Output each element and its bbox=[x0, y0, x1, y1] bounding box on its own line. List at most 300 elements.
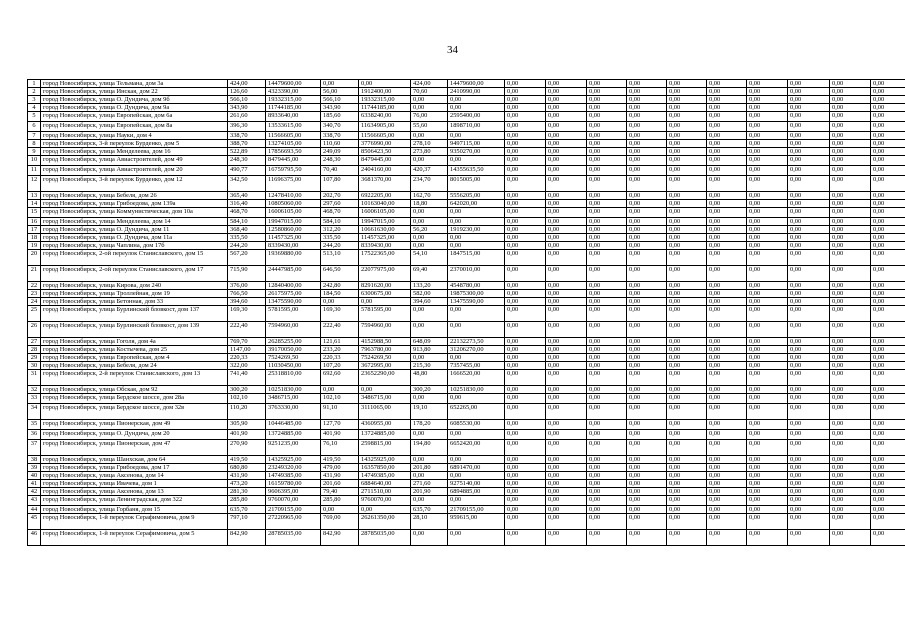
table-row bbox=[28, 394, 905, 404]
value-cell: 19332315,00 bbox=[266, 96, 321, 104]
value-cell: 766,50 bbox=[228, 290, 266, 298]
value-cell: 1898710,00 bbox=[448, 122, 505, 132]
value-cell: 0,00 bbox=[627, 464, 667, 472]
value-cell: 0,00 bbox=[627, 480, 667, 488]
value-cell: 0,00 bbox=[411, 208, 448, 218]
value-cell: 0,00 bbox=[830, 394, 871, 404]
value-cell: 0,00 bbox=[448, 218, 505, 226]
address-cell: город Новосибирск, улица Коммунистическая, дом 10а bbox=[41, 208, 228, 218]
value-cell: 107,80 bbox=[321, 176, 359, 192]
value-cell: 0,00 bbox=[788, 338, 830, 346]
row-number-cell: 20 bbox=[28, 250, 41, 266]
value-cell: 0,00 bbox=[707, 140, 747, 148]
value-cell: 0,00 bbox=[871, 148, 905, 156]
row-number-cell: 19 bbox=[28, 242, 41, 250]
value-cell: 0,00 bbox=[546, 96, 587, 104]
value-cell: 0,00 bbox=[587, 242, 627, 250]
value-cell: 0,00 bbox=[707, 226, 747, 234]
table-row bbox=[28, 322, 905, 338]
value-cell: 16357850,00 bbox=[359, 464, 411, 472]
value-cell: 0,00 bbox=[546, 166, 587, 176]
value-cell: 201,60 bbox=[321, 480, 359, 488]
value-cell: 13724885,00 bbox=[266, 430, 321, 440]
value-cell: 0,00 bbox=[871, 266, 905, 282]
value-cell: 0,00 bbox=[505, 338, 546, 346]
value-cell: 2404160,00 bbox=[359, 166, 411, 176]
value-cell: 842,90 bbox=[228, 530, 266, 546]
row-number-cell: 12 bbox=[28, 176, 41, 192]
value-cell: 0,00 bbox=[871, 218, 905, 226]
value-cell: 0,00 bbox=[707, 338, 747, 346]
value-cell: 0,00 bbox=[788, 440, 830, 456]
value-cell: 0,00 bbox=[788, 192, 830, 200]
value-cell: 0,00 bbox=[505, 404, 546, 420]
value-cell: 0,00 bbox=[707, 386, 747, 394]
value-cell: 0,00 bbox=[871, 208, 905, 218]
value-cell: 0,00 bbox=[627, 176, 667, 192]
address-cell: город Новосибирск, улица О. Дундича, дом 11 bbox=[41, 226, 228, 234]
value-cell: 0,00 bbox=[505, 530, 546, 546]
value-cell: 6338240,00 bbox=[359, 112, 411, 122]
value-cell: 0,00 bbox=[587, 456, 627, 464]
value-cell: 913,80 bbox=[411, 346, 448, 354]
value-cell: 3486715,00 bbox=[266, 394, 321, 404]
value-cell: 0,00 bbox=[871, 430, 905, 440]
value-cell: 16159780,00 bbox=[266, 480, 321, 488]
value-cell: 959615,00 bbox=[448, 514, 505, 530]
value-cell: 0,00 bbox=[707, 148, 747, 156]
row-number-cell: 45 bbox=[28, 514, 41, 530]
value-cell: 0,00 bbox=[830, 88, 871, 96]
value-cell: 0,00 bbox=[667, 290, 707, 298]
address-cell: город Новосибирск, 3-й переулок Бурденко, дом 12 bbox=[41, 176, 228, 192]
value-cell: 0,00 bbox=[505, 226, 546, 234]
value-cell: 635,70 bbox=[411, 506, 448, 514]
value-cell: 0,00 bbox=[505, 140, 546, 148]
value-cell: 215,30 bbox=[411, 362, 448, 370]
value-cell: 26285255,00 bbox=[266, 338, 321, 346]
table-row bbox=[28, 362, 905, 370]
value-cell: 0,00 bbox=[546, 282, 587, 290]
value-cell: 0,00 bbox=[747, 234, 788, 242]
value-cell: 0,00 bbox=[830, 132, 871, 140]
value-cell: 0,00 bbox=[667, 386, 707, 394]
value-cell: 0,00 bbox=[707, 156, 747, 166]
value-cell: 0,00 bbox=[546, 306, 587, 322]
value-cell: 0,00 bbox=[667, 464, 707, 472]
value-cell: 0,00 bbox=[830, 440, 871, 456]
value-cell: 0,00 bbox=[747, 226, 788, 234]
value-cell: 10446485,00 bbox=[266, 420, 321, 430]
value-cell: 0,00 bbox=[587, 282, 627, 290]
value-cell: 0,00 bbox=[747, 404, 788, 420]
value-cell: 0,00 bbox=[707, 306, 747, 322]
value-cell: 19947015,00 bbox=[359, 218, 411, 226]
value-cell: 0,00 bbox=[667, 112, 707, 122]
value-cell: 3672995,00 bbox=[359, 362, 411, 370]
value-cell: 25318810,00 bbox=[266, 370, 321, 386]
value-cell: 0,00 bbox=[505, 346, 546, 354]
value-cell: 0,00 bbox=[587, 192, 627, 200]
value-cell: 0,00 bbox=[830, 176, 871, 192]
value-cell: 3763330,00 bbox=[266, 404, 321, 420]
table-row bbox=[28, 80, 905, 88]
value-cell: 0,00 bbox=[707, 354, 747, 362]
value-cell: 0,00 bbox=[546, 140, 587, 148]
table-row bbox=[28, 480, 905, 488]
value-cell: 338,70 bbox=[228, 132, 266, 140]
value-cell: 0,00 bbox=[546, 430, 587, 440]
value-cell: 0,00 bbox=[871, 234, 905, 242]
value-cell: 312,20 bbox=[321, 226, 359, 234]
row-number-cell: 39 bbox=[28, 464, 41, 472]
value-cell: 0,00 bbox=[788, 506, 830, 514]
value-cell: 0,00 bbox=[627, 530, 667, 546]
value-cell: 0,00 bbox=[788, 298, 830, 306]
value-cell: 0,00 bbox=[546, 420, 587, 430]
value-cell: 0,00 bbox=[587, 104, 627, 112]
value-cell: 8479445,00 bbox=[266, 156, 321, 166]
value-cell: 233,20 bbox=[321, 346, 359, 354]
value-cell: 19332315,00 bbox=[359, 96, 411, 104]
value-cell: 0,00 bbox=[667, 226, 707, 234]
address-cell: город Новосибирск, улица Менделеева, дом 16 bbox=[41, 148, 228, 156]
value-cell: 0,00 bbox=[667, 266, 707, 282]
value-cell: 9760070,00 bbox=[266, 496, 321, 506]
value-cell: 244,20 bbox=[321, 242, 359, 250]
value-cell: 0,00 bbox=[587, 362, 627, 370]
value-cell: 0,00 bbox=[546, 496, 587, 506]
value-cell: 0,00 bbox=[830, 496, 871, 506]
value-cell: 0,00 bbox=[448, 96, 505, 104]
value-cell: 0,00 bbox=[707, 480, 747, 488]
value-cell: 285,80 bbox=[228, 496, 266, 506]
value-cell: 0,00 bbox=[788, 464, 830, 472]
value-cell: 0,00 bbox=[667, 104, 707, 112]
value-cell: 0,00 bbox=[747, 496, 788, 506]
value-cell: 110,60 bbox=[321, 140, 359, 148]
value-cell: 338,70 bbox=[321, 132, 359, 140]
table-row bbox=[28, 96, 905, 104]
address-cell: город Новосибирск, улица О. Дундича, дом 11а bbox=[41, 234, 228, 242]
value-cell: 0,00 bbox=[747, 440, 788, 456]
row-number-cell: 18 bbox=[28, 234, 41, 242]
value-cell: 0,00 bbox=[707, 420, 747, 430]
value-cell: 0,00 bbox=[587, 166, 627, 176]
value-cell: 0,00 bbox=[411, 530, 448, 546]
address-cell: город Новосибирск, улица Инская, дом 22 bbox=[41, 88, 228, 96]
value-cell: 0,00 bbox=[707, 200, 747, 208]
value-cell: 0,00 bbox=[747, 370, 788, 386]
row-number-cell: 24 bbox=[28, 298, 41, 306]
value-cell: 0,00 bbox=[627, 140, 667, 148]
value-cell: 0,00 bbox=[505, 200, 546, 208]
value-cell: 0,00 bbox=[627, 430, 667, 440]
value-cell: 584,10 bbox=[228, 218, 266, 226]
value-cell: 0,00 bbox=[788, 480, 830, 488]
value-cell: 0,00 bbox=[871, 306, 905, 322]
value-cell: 0,00 bbox=[505, 488, 546, 496]
value-cell: 0,00 bbox=[627, 338, 667, 346]
value-cell: 0,00 bbox=[667, 530, 707, 546]
value-cell: 194,80 bbox=[411, 440, 448, 456]
value-cell: 4152988,50 bbox=[359, 338, 411, 346]
value-cell: 0,00 bbox=[627, 200, 667, 208]
value-cell: 13274105,00 bbox=[266, 140, 321, 148]
value-cell: 26261350,00 bbox=[359, 514, 411, 530]
table-row bbox=[28, 464, 905, 472]
value-cell: 0,00 bbox=[627, 306, 667, 322]
value-cell: 0,00 bbox=[747, 464, 788, 472]
row-number-cell: 6 bbox=[28, 122, 41, 132]
value-cell: 0,00 bbox=[747, 266, 788, 282]
table-row bbox=[28, 166, 905, 176]
table-row bbox=[28, 148, 905, 156]
value-cell: 0,00 bbox=[546, 464, 587, 472]
value-cell: 0,00 bbox=[707, 456, 747, 464]
value-cell: 0,00 bbox=[546, 346, 587, 354]
value-cell: 0,00 bbox=[707, 112, 747, 122]
value-cell: 48,80 bbox=[411, 370, 448, 386]
value-cell: 0,00 bbox=[747, 530, 788, 546]
value-cell: 419,50 bbox=[228, 456, 266, 464]
value-cell: 244,20 bbox=[228, 242, 266, 250]
value-cell: 297,60 bbox=[321, 200, 359, 208]
value-cell: 0,00 bbox=[411, 218, 448, 226]
value-cell: 0,00 bbox=[747, 472, 788, 480]
value-cell: 133,20 bbox=[411, 282, 448, 290]
value-cell: 12840400,00 bbox=[266, 282, 321, 290]
value-cell: 0,00 bbox=[871, 338, 905, 346]
table-row bbox=[28, 370, 905, 386]
value-cell: 0,00 bbox=[546, 386, 587, 394]
value-cell: 0,00 bbox=[505, 472, 546, 480]
table-row bbox=[28, 192, 905, 200]
value-cell: 0,00 bbox=[505, 464, 546, 472]
value-cell: 0,00 bbox=[667, 122, 707, 132]
value-cell: 0,00 bbox=[411, 496, 448, 506]
value-cell: 0,00 bbox=[667, 96, 707, 104]
value-cell: 0,00 bbox=[505, 192, 546, 200]
value-cell: 0,00 bbox=[546, 456, 587, 464]
value-cell: 9606395,00 bbox=[266, 488, 321, 496]
value-cell: 14355635,50 bbox=[448, 166, 505, 176]
value-cell: 0,00 bbox=[587, 430, 627, 440]
value-cell: 7524269,50 bbox=[359, 354, 411, 362]
value-cell: 0,00 bbox=[747, 322, 788, 338]
value-cell: 424,00 bbox=[228, 80, 266, 88]
value-cell: 0,00 bbox=[546, 88, 587, 96]
value-cell: 0,00 bbox=[587, 132, 627, 140]
value-cell: 424,00 bbox=[411, 80, 448, 88]
value-cell: 12580860,00 bbox=[266, 226, 321, 234]
value-cell: 0,00 bbox=[587, 88, 627, 96]
value-cell: 0,00 bbox=[830, 386, 871, 394]
value-cell: 394,60 bbox=[411, 298, 448, 306]
value-cell: 0,00 bbox=[546, 192, 587, 200]
value-cell: 376,00 bbox=[228, 282, 266, 290]
value-cell: 4323390,00 bbox=[266, 88, 321, 96]
value-cell: 201,80 bbox=[411, 464, 448, 472]
value-cell: 0,00 bbox=[830, 148, 871, 156]
value-cell: 0,00 bbox=[830, 282, 871, 290]
value-cell: 0,00 bbox=[505, 208, 546, 218]
address-cell: город Новосибирск, улица Менделеева, дом 14 bbox=[41, 218, 228, 226]
value-cell: 401,90 bbox=[228, 430, 266, 440]
value-cell: 0,00 bbox=[587, 464, 627, 472]
value-cell: 0,00 bbox=[505, 322, 546, 338]
value-cell: 0,00 bbox=[871, 298, 905, 306]
value-cell: 335,50 bbox=[321, 234, 359, 242]
value-cell: 468,70 bbox=[321, 208, 359, 218]
value-cell: 0,00 bbox=[667, 208, 707, 218]
table-row bbox=[28, 430, 905, 440]
row-number-cell: 44 bbox=[28, 506, 41, 514]
value-cell: 0,00 bbox=[830, 200, 871, 208]
value-cell: 741,40 bbox=[228, 370, 266, 386]
value-cell: 566,10 bbox=[228, 96, 266, 104]
table-row bbox=[28, 140, 905, 148]
value-cell: 0,00 bbox=[830, 156, 871, 166]
value-cell: 0,00 bbox=[627, 242, 667, 250]
value-cell: 582,00 bbox=[411, 290, 448, 298]
value-cell: 0,00 bbox=[871, 362, 905, 370]
table-row bbox=[28, 338, 905, 346]
value-cell: 0,00 bbox=[411, 394, 448, 404]
value-cell: 0,00 bbox=[667, 192, 707, 200]
value-cell: 27220965,00 bbox=[266, 514, 321, 530]
value-cell: 0,00 bbox=[871, 322, 905, 338]
value-cell: 0,00 bbox=[830, 488, 871, 496]
value-cell: 0,00 bbox=[788, 530, 830, 546]
value-cell: 13475590,00 bbox=[266, 298, 321, 306]
value-cell: 70,60 bbox=[411, 88, 448, 96]
value-cell: 0,00 bbox=[505, 298, 546, 306]
value-cell: 0,00 bbox=[627, 266, 667, 282]
value-cell: 522,89 bbox=[228, 148, 266, 156]
value-cell: 0,00 bbox=[321, 506, 359, 514]
value-cell: 0,00 bbox=[546, 156, 587, 166]
value-cell: 0,00 bbox=[448, 156, 505, 166]
value-cell: 0,00 bbox=[627, 506, 667, 514]
value-cell: 322,00 bbox=[228, 362, 266, 370]
table-row bbox=[28, 226, 905, 234]
value-cell: 0,00 bbox=[788, 488, 830, 496]
value-cell: 4360955,00 bbox=[359, 420, 411, 430]
value-cell: 10661630,00 bbox=[359, 226, 411, 234]
value-cell: 184,50 bbox=[321, 290, 359, 298]
value-cell: 0,00 bbox=[546, 234, 587, 242]
value-cell: 0,00 bbox=[788, 234, 830, 242]
row-number-cell: 23 bbox=[28, 290, 41, 298]
value-cell: 0,00 bbox=[546, 338, 587, 346]
value-cell: 0,00 bbox=[667, 218, 707, 226]
address-cell: город Новосибирск, улица Гоголя, дом 4а bbox=[41, 338, 228, 346]
row-number-cell: 4 bbox=[28, 104, 41, 112]
value-cell: 0,00 bbox=[587, 440, 627, 456]
value-cell: 202,70 bbox=[321, 192, 359, 200]
value-cell: 300,20 bbox=[228, 386, 266, 394]
table-row bbox=[28, 290, 905, 298]
value-cell: 0,00 bbox=[627, 282, 667, 290]
value-cell: 0,00 bbox=[788, 242, 830, 250]
value-cell: 0,00 bbox=[747, 306, 788, 322]
row-number-cell: 37 bbox=[28, 440, 41, 456]
row-number-cell: 16 bbox=[28, 218, 41, 226]
value-cell: 0,00 bbox=[871, 464, 905, 472]
value-cell: 0,00 bbox=[830, 112, 871, 122]
value-cell: 0,00 bbox=[871, 506, 905, 514]
value-cell: 31206270,00 bbox=[448, 346, 505, 354]
row-number-cell: 25 bbox=[28, 306, 41, 322]
row-number-cell: 42 bbox=[28, 488, 41, 496]
value-cell: 0,00 bbox=[627, 404, 667, 420]
value-cell: 0,00 bbox=[505, 430, 546, 440]
value-cell: 6894885,00 bbox=[448, 488, 505, 496]
value-cell: 24447985,00 bbox=[266, 266, 321, 282]
row-number-cell: 17 bbox=[28, 226, 41, 234]
value-cell: 0,00 bbox=[587, 234, 627, 242]
value-cell: 0,00 bbox=[667, 496, 707, 506]
value-cell: 0,00 bbox=[667, 200, 707, 208]
value-cell: 0,00 bbox=[830, 226, 871, 234]
value-cell: 0,00 bbox=[359, 80, 411, 88]
value-cell: 0,00 bbox=[627, 148, 667, 156]
row-number-cell: 28 bbox=[28, 346, 41, 354]
value-cell: 0,00 bbox=[747, 166, 788, 176]
value-cell: 0,00 bbox=[788, 80, 830, 88]
value-cell: 0,00 bbox=[505, 148, 546, 156]
row-number-cell: 10 bbox=[28, 156, 41, 166]
value-cell: 0,00 bbox=[505, 122, 546, 132]
value-cell: 9251235,00 bbox=[266, 440, 321, 456]
row-number-cell: 38 bbox=[28, 456, 41, 464]
value-cell: 0,00 bbox=[546, 530, 587, 546]
value-cell: 0,00 bbox=[546, 132, 587, 140]
value-cell: 17856693,50 bbox=[266, 148, 321, 156]
row-number-cell: 34 bbox=[28, 404, 41, 420]
value-cell: 127,70 bbox=[321, 420, 359, 430]
value-cell: 0,00 bbox=[830, 96, 871, 104]
value-cell: 234,70 bbox=[411, 176, 448, 192]
value-cell: 0,00 bbox=[667, 472, 707, 480]
value-cell: 420,37 bbox=[411, 166, 448, 176]
value-cell: 2410990,00 bbox=[448, 88, 505, 96]
row-number-cell: 27 bbox=[28, 338, 41, 346]
row-number-cell: 36 bbox=[28, 430, 41, 440]
value-cell: 16006105,00 bbox=[266, 208, 321, 218]
value-cell: 769,70 bbox=[228, 338, 266, 346]
address-cell: город Новосибирск, улица Бурлинский бловкост, дом 137 bbox=[41, 306, 228, 322]
address-cell: город Новосибирск, улица О. Дундича, дом 9а bbox=[41, 104, 228, 112]
value-cell: 648,09 bbox=[411, 338, 448, 346]
value-cell: 18,80 bbox=[411, 200, 448, 208]
value-cell: 0,00 bbox=[871, 156, 905, 166]
row-number-cell: 15 bbox=[28, 208, 41, 218]
table-row bbox=[28, 488, 905, 496]
value-cell: 222,40 bbox=[321, 322, 359, 338]
value-cell: 278,10 bbox=[411, 140, 448, 148]
value-cell: 0,00 bbox=[747, 346, 788, 354]
value-cell: 0,00 bbox=[788, 472, 830, 480]
value-cell: 0,00 bbox=[505, 242, 546, 250]
value-cell: 335,50 bbox=[228, 234, 266, 242]
table-row bbox=[28, 112, 905, 122]
value-cell: 6922205,00 bbox=[359, 192, 411, 200]
value-cell: 0,00 bbox=[707, 104, 747, 112]
value-cell: 0,00 bbox=[747, 386, 788, 394]
value-cell: 0,00 bbox=[587, 306, 627, 322]
